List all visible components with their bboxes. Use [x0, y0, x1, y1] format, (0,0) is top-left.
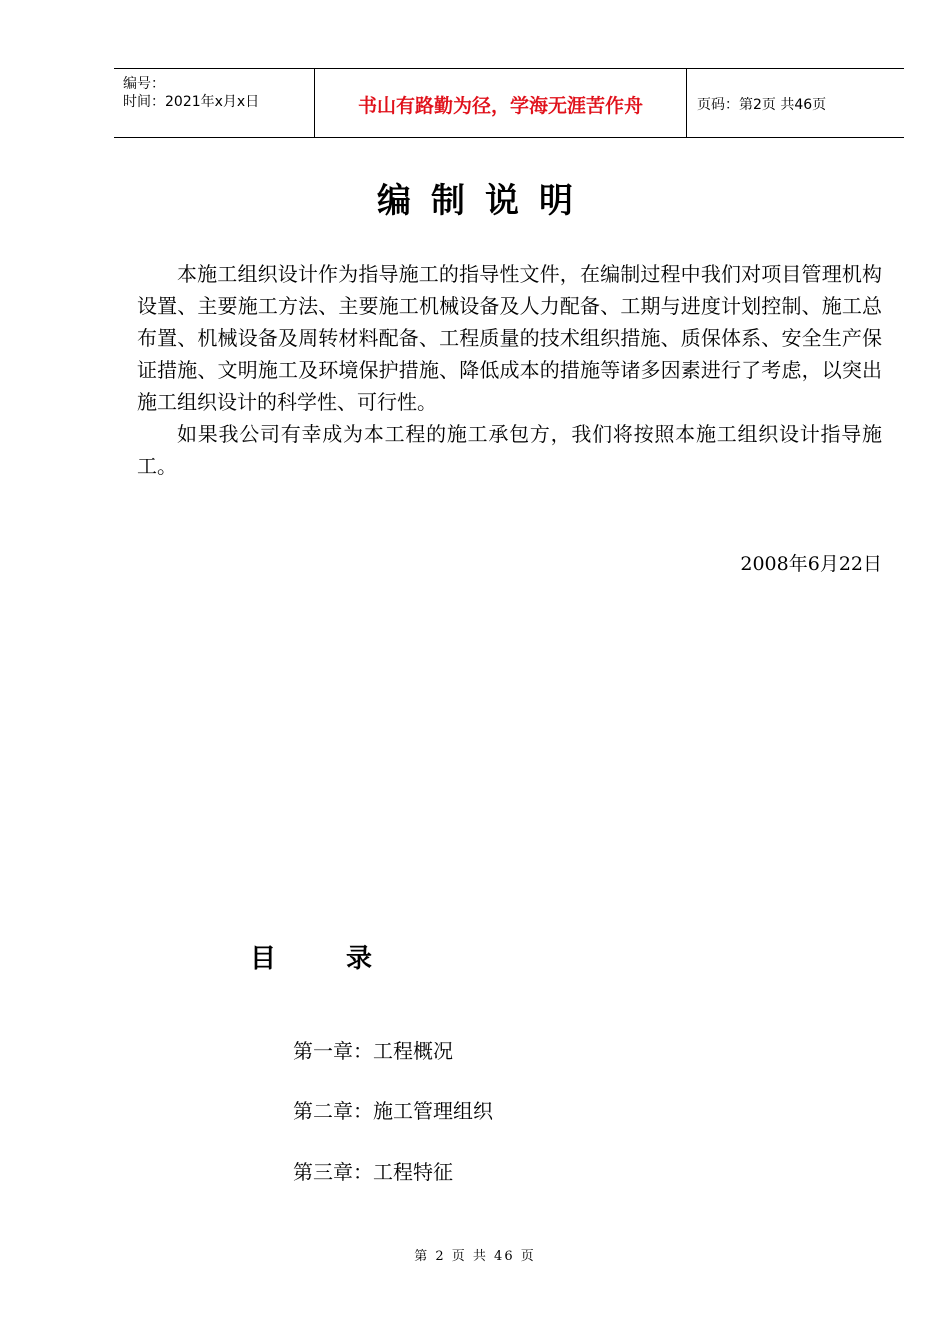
- page-footer: 第 2 页 共 46 页: [414, 1249, 536, 1264]
- time-label: 时间：2021年x月x日: [123, 94, 260, 110]
- toc-title-right: 录: [346, 944, 373, 974]
- number-label: 编号：: [123, 76, 165, 92]
- toc-item[interactable]: 第三章：工程特征: [293, 1160, 453, 1184]
- toc-item[interactable]: 第二章：施工管理组织: [293, 1099, 493, 1123]
- document-body: [137, 258, 882, 482]
- header-meta-cell: [114, 69, 315, 137]
- toc-title: [250, 940, 372, 978]
- toc-item[interactable]: 第一章：工程概况: [293, 1039, 453, 1063]
- document-title: 编制说明: [377, 181, 593, 221]
- header-page-info: 页码：第2页 共46页: [697, 97, 827, 113]
- document-date: 2008年6月22日: [740, 553, 882, 575]
- toc-title-left: 目: [250, 944, 277, 974]
- body-paragraph: 如果我公司有幸成为本工程的施工承包方，我们将按照本施工组织设计指导施工。: [137, 422, 882, 478]
- page-header: [114, 68, 904, 138]
- header-motto: 书山有路勤为径，学海无涯苦作舟: [315, 69, 687, 137]
- body-paragraph: 本施工组织设计作为指导施工的指导性文件，在编制过程中我们对项目管理机构设置、主要施工方法、主要施工机械设备及人力配备、工期与进度计划控制、施工总布置、机械设备及周转材料配备、工程质量的技术组织措施、质保体系、安全生产保证措施、文明施工及环境保护措施、降低成本的措施等诸多因素进行了考虑，以突出施工组织设计的科学性、可行性。: [137, 262, 882, 414]
